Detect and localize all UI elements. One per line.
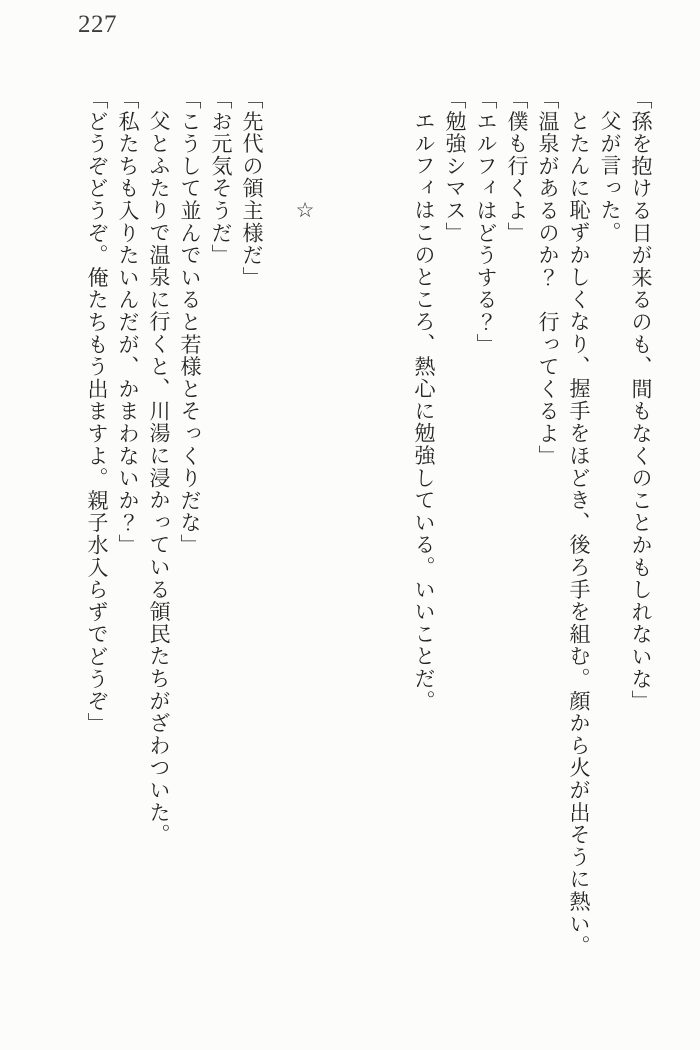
dialogue-line: 「温泉があるのか？ 行ってくるよ」 <box>536 88 560 468</box>
dialogue-line: 「孫を抱ける日が来るのも、間もなくのことかもしれないな」 <box>629 88 653 713</box>
dialogue-line: 「お元気そうだ」 <box>209 88 233 267</box>
section-break-star: ☆ <box>293 198 317 224</box>
page-number: 227 <box>78 11 117 38</box>
dialogue-line: 「僕も行くよ」 <box>505 88 529 245</box>
dialogue-line: 「私たちも入りたいんだが、かまわないか？」 <box>116 88 140 557</box>
dialogue-line: 「こうして並んでいると若様とそっくりだな」 <box>178 88 202 557</box>
dialogue-line: 「先代の領主様だ」 <box>240 88 264 289</box>
narration-line: とたんに恥ずかしくなり、握手をほどき、後ろ手を組む。顔から火が出そうに熱い。 <box>567 110 591 958</box>
narration-line: エルフィはこのところ、熱心に勉強している。いいことだ。 <box>412 110 436 713</box>
narration-line: 父が言った。 <box>598 110 622 244</box>
dialogue-line: 「エルフィはどうする？」 <box>474 88 498 356</box>
dialogue-line: 「勉強シマス」 <box>443 88 467 245</box>
narration-line: 父とふたりで温泉に行くと、川湯に浸かっている領民たちがざわついた。 <box>147 110 171 846</box>
dialogue-line: 「どうぞどうぞ。俺たちもう出ますよ。親子水入らずでどうぞ」 <box>85 88 109 735</box>
novel-text-block <box>81 88 656 988</box>
